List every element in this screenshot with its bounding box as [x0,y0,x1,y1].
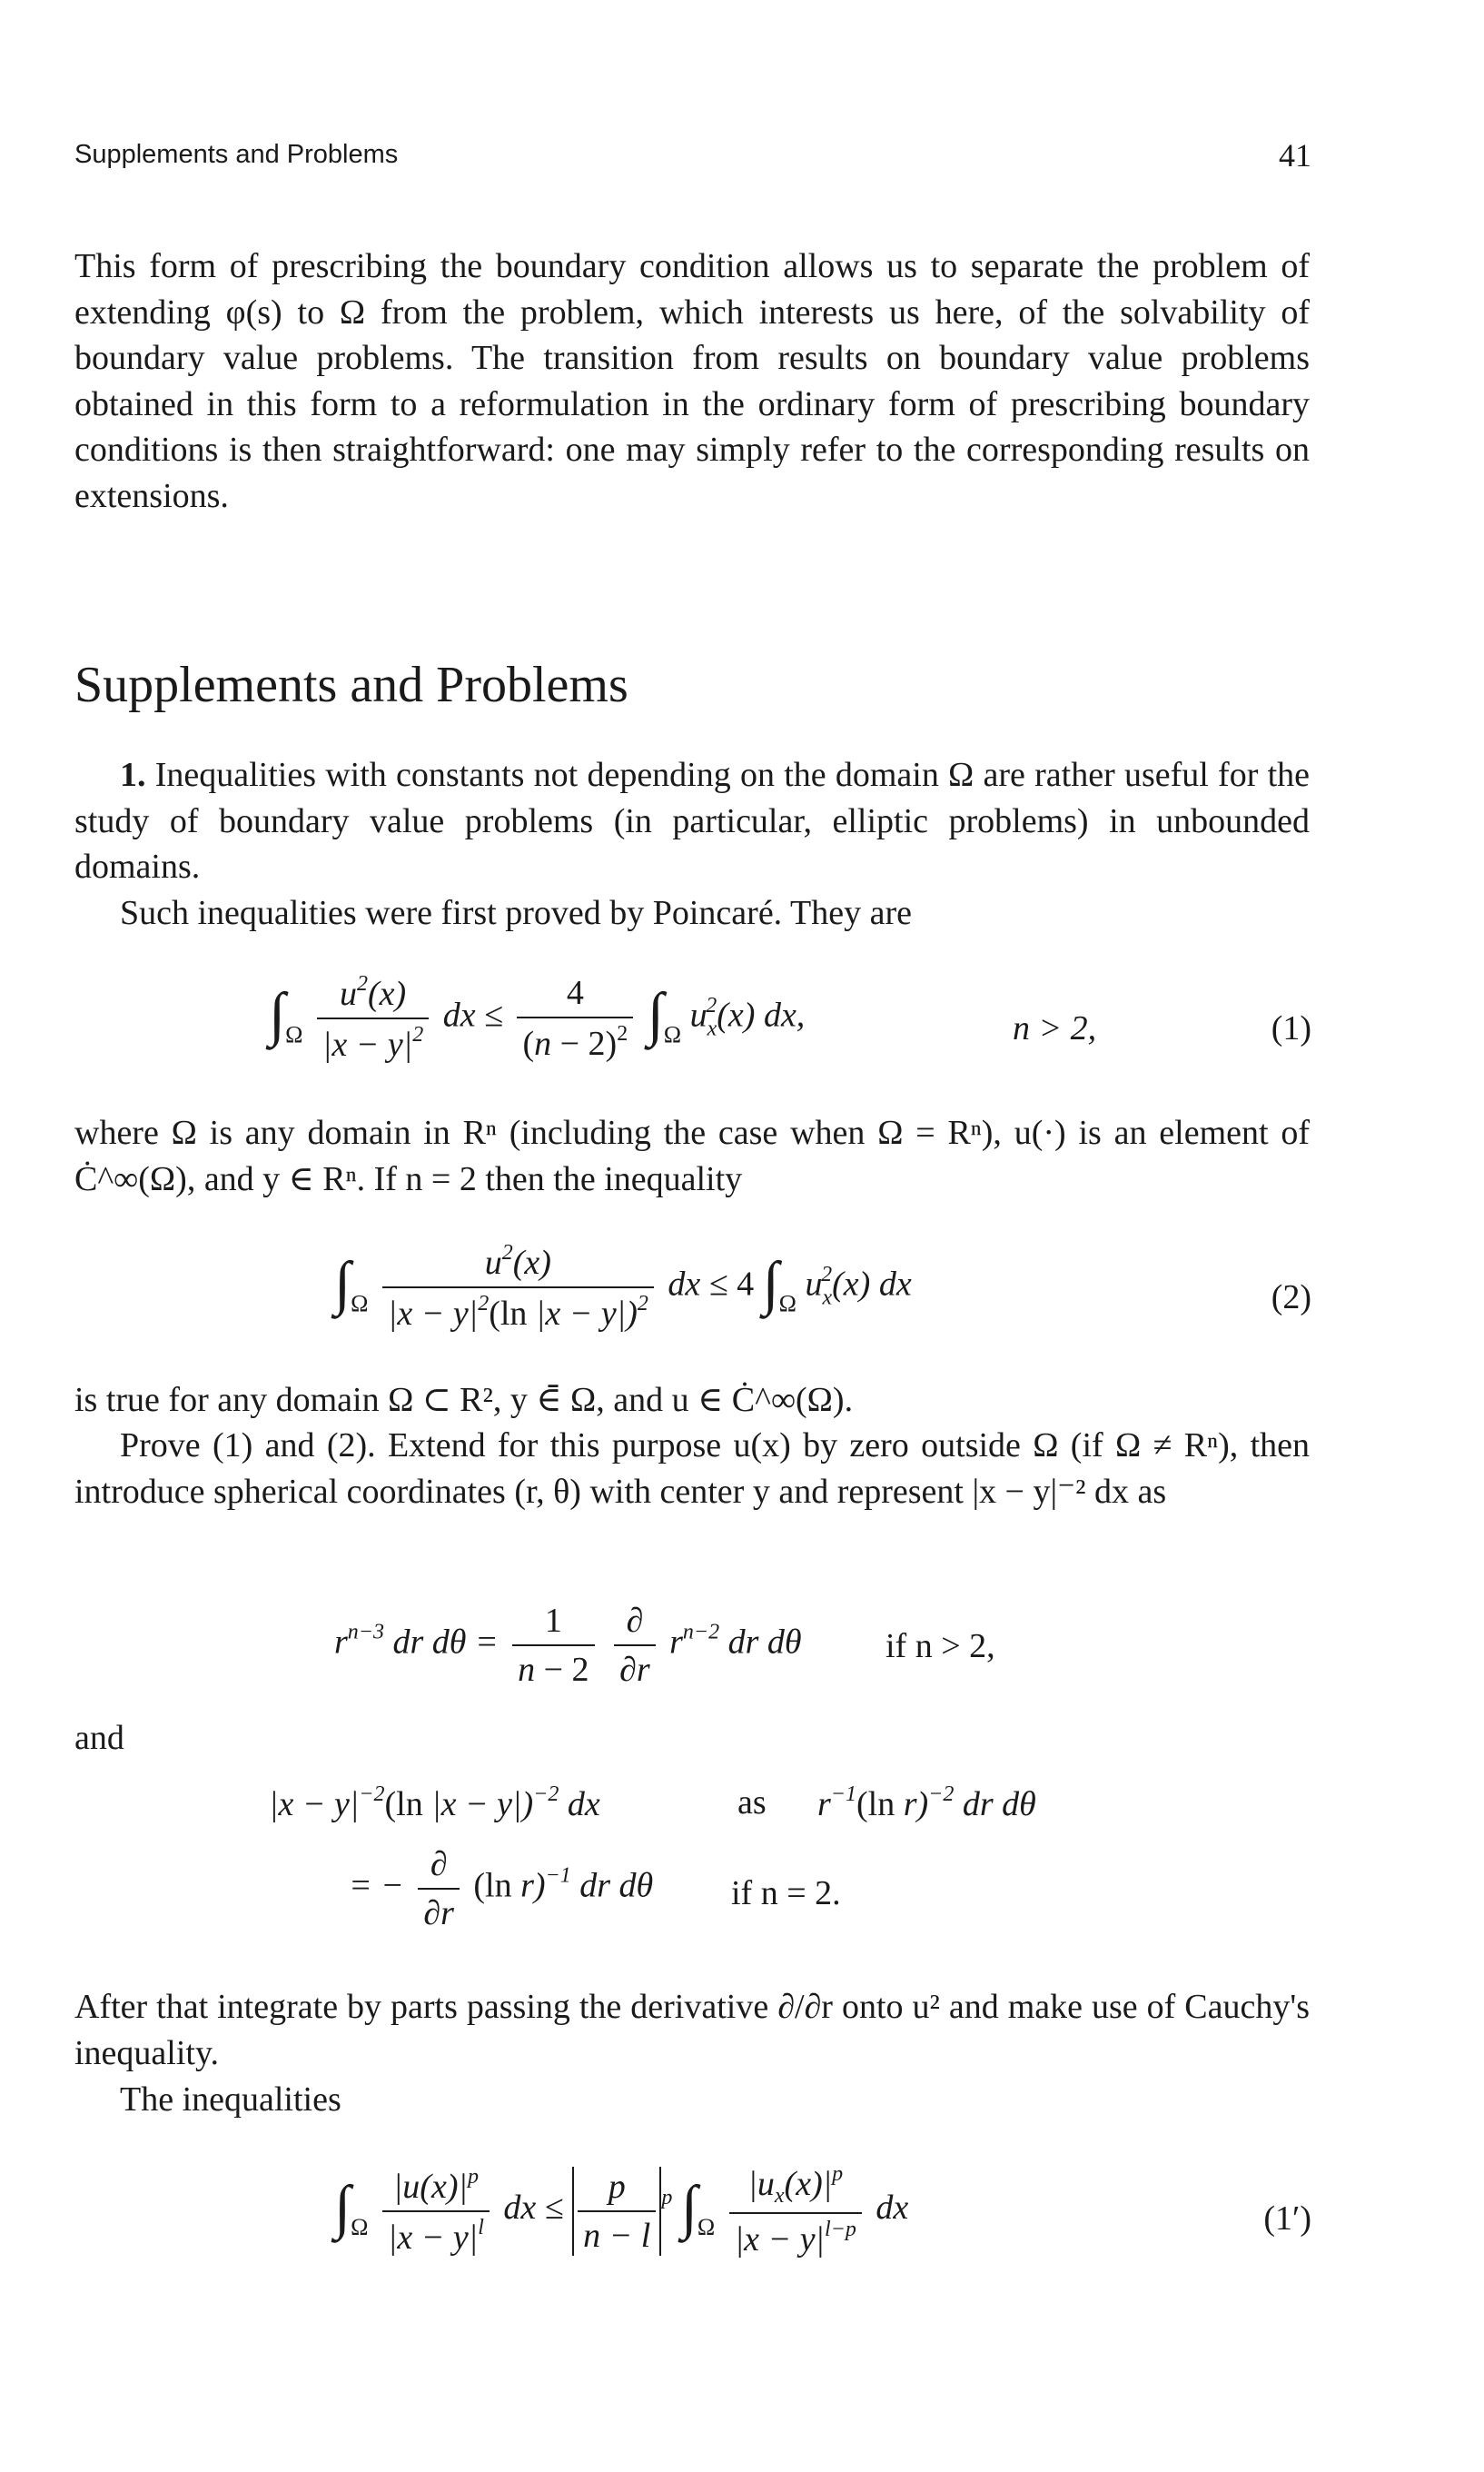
inequalities-intro: The inequalities [120,2080,341,2119]
domain-r2-paragraph: is true for any domain Ω ⊂ R², y ∈̄ Ω, and u ∈ Ċ^∞(Ω). [74,1381,854,1419]
equation-2-label: (2) [1271,1278,1311,1316]
intro-paragraph: This form of prescribing the boundary condition allows us to separate the problem of extending φ(s) to Ω from the problem, which interests us here, of the solvability of boundary value problems. The transition from results on boundary value problems obtained in this form to a reformulation in the ordinary form of prescribing boundary conditions is then straightforward: one may simply refer to the corresponding results on extensions. [74,247,1310,515]
equation-3-condition: if n > 2, [885,1627,995,1665]
and-word: and [74,1719,124,1757]
equation-4-as: as [737,1783,767,1822]
integrate-paragraph: After that integrate by parts passing the derivative ∂/∂r onto u² and make use of Cauchy's inequality. [74,1988,1310,2072]
page-number: 41 [1279,137,1311,174]
running-head: Supplements and Problems [74,140,399,169]
equation-1-condition: n > 2, [1013,1009,1097,1047]
equation-1-prime: $\int_\Omega$ $\frac{|u(x)|^p}{|x - y|^l}$ dx ≤ $\frac{p}{n - l}$ $^p$ $\int_\Omega$ $\frac{|u_x(x)|^p}{|x - y|^{l-p}}$ dx [334,2162,909,2259]
equation-2: $\int_\Omega$ $\frac{u^2(x)}{|x - y|^2(\ln |x - y|)^2}$ dx ≤ 4 $\int_\Omega$ $u_x^2(x)$ dx [334,1241,912,1333]
problem-1-paragraph [74,752,1310,890]
equation-1-prime-label: (1′) [1263,2199,1311,2238]
prove-paragraph: Prove (1) and (2). Extend for this purpose u(x) by zero outside Ω (if Ω ≠ Rⁿ), then introduce spherical coordinates (r, θ) with center y and represent |x − y|⁻² dx as [74,1426,1310,1511]
equation-4-rhs: $r^{-1}(\ln$ r)$^{-2}$ dr dθ [817,1782,1036,1823]
equation-5: = − $\frac{\partial}{\partial r}$ (ln r)$^{-1}$ dr dθ [349,1845,654,1932]
equation-3: $r^{n-3}$ dr dθ = $\frac{1}{n - 2}$ $\frac{\partial}{\partial r}$ $r^{n-2}$ dr dθ [334,1602,802,1689]
poincare-paragraph: Such inequalities were first proved by Poincaré. They are [120,894,912,932]
problem-1-text: Inequalities with constants not depending on the domain Ω are rather useful for the study of boundary value problems (in particular, elliptic problems) in unbounded domains. [74,756,1310,886]
domain-paragraph: where Ω is any domain in Rⁿ (including the case when Ω = Rⁿ), u(·) is an element of Ċ^∞(Ω), and y ∈ Rⁿ. If n = 2 then the inequality [74,1114,1310,1198]
equation-5-condition: if n = 2. [731,1874,841,1912]
section-title: Supplements and Problems [74,657,628,713]
equation-4: $|x - y|^{-2}(\ln$ |x − y|)$^{-2}$ dx [269,1782,600,1823]
equation-1-label: (1) [1271,1009,1311,1047]
page-header [74,136,1311,176]
problem-number: 1. [120,756,146,794]
equation-1: $\int_\Omega$ $\frac{u^2(x)}{|x - y|^2}$ dx ≤ $\frac{4}{(n - 2)^2}$ $\int_\Omega$ $u_x^2(x)$ dx, [269,972,806,1064]
